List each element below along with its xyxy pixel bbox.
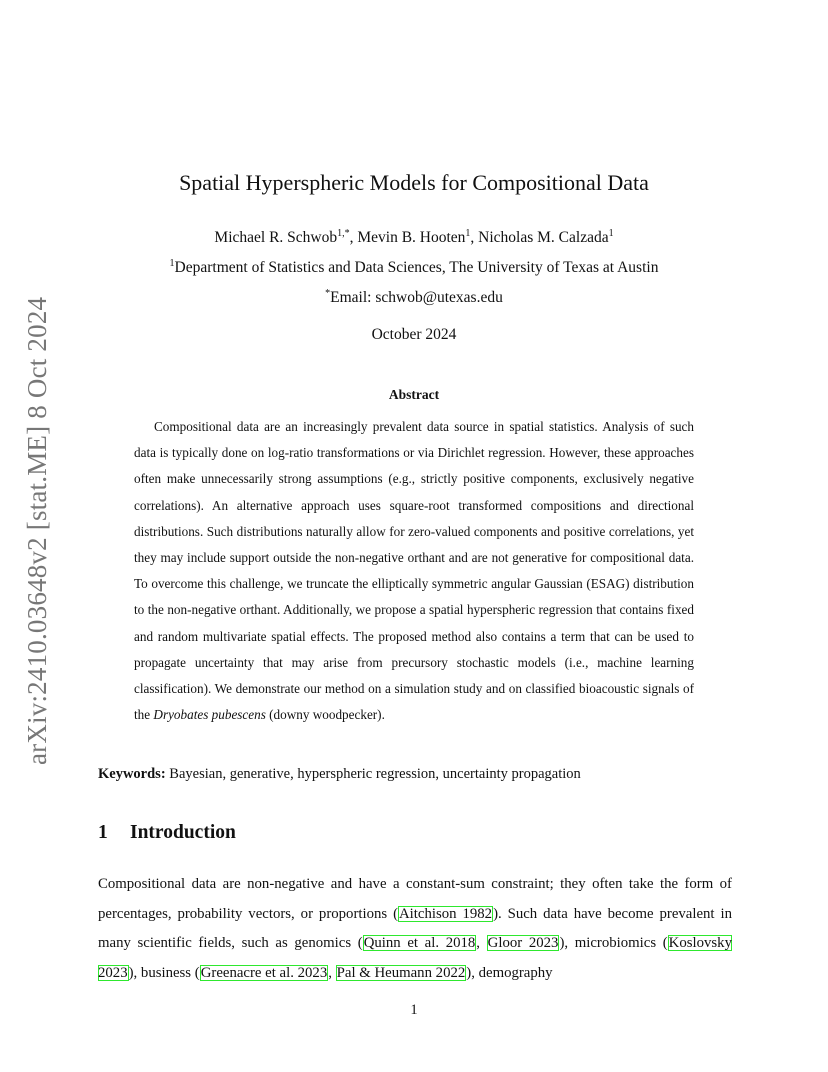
arxiv-identifier: arXiv:2410.03648v2 [stat.ME] 8 Oct 2024 [22, 296, 52, 765]
intro-text: , [328, 964, 336, 981]
abstract-heading: Abstract [388, 387, 440, 402]
email-sup: * [325, 287, 331, 299]
abstract-tail: (downy woodpecker). [265, 707, 385, 723]
date: October 2024 [371, 326, 457, 343]
keywords-label: Keywords: [98, 766, 166, 782]
affiliation [0, 259, 828, 277]
citation-link[interactable]: Greenacre et al. 2023 [200, 964, 328, 981]
arxiv-sidebar [22, 290, 52, 765]
author-list: Michael R. Schwob$^{1,*}$, Mevin B. Hooten$^1$, Nicholas M. Calzada$^1$ [214, 227, 614, 246]
abstract-body [134, 414, 694, 728]
citation-link[interactable]: Quinn et al. 2018 [363, 935, 476, 951]
author-1-sup: 1,* [337, 227, 350, 239]
intro-text: , [476, 935, 487, 951]
intro-text: Compositional data are non-negative and have a constant-sum constraint; they often take the form of percentages, probability vectors, or proportions ( [98, 876, 732, 922]
paper-title: Spatial Hyperspheric Models for Compositional Data [179, 170, 649, 195]
affiliation-text: Department of Statistics and Data Sciences, The University of Texas at Austin [174, 259, 659, 276]
author-2-sup: 1 [465, 227, 471, 239]
email-line [0, 289, 828, 307]
page-number: 1 [410, 1002, 418, 1018]
keywords-text: Bayesian, generative, hyperspheric regression, uncertainty propagation [169, 766, 581, 782]
author-2: Mevin B. Hooten [357, 229, 466, 246]
keywords-line [98, 766, 581, 783]
intro-text: ), business ( [128, 964, 200, 981]
author-1: Michael R. Schwob [214, 229, 338, 246]
abstract-text: Compositional data are an increasingly prevalent data source in spatial statistics. Analysis of such data is typically done on log-ratio transformations or via Dirichlet regression. However, these approaches often make unnecessarily strong assumptions (e.g., strictly positive components, exclusively negative correlations). An alternative approach uses square-root transformed compositions and directional distributions. Such distributions naturally allow for zero-valued components and positive correlations, yet they may include support outside the non-negative orthant and are not generative for compositional data. To overcome this challenge, we truncate the elliptically symmetric angular Gaussian (ESAG) distribution to the non-negative orthant. Additionally, we propose a spatial hyperspheric regression that contains fixed and random multivariate spatial effects. The proposed method also contains a term that can be used to propagate uncertainty that may arise from precursory stochastic models (i.e., machine learning classification). We demonstrate our method on a simulation study and on classified bioacoustic signals of the [134, 419, 694, 723]
citation-link[interactable]: Koslovsky 2023 [98, 935, 732, 981]
intro-text: ), demography [466, 964, 553, 981]
affiliation-sup: 1 [169, 257, 175, 269]
section-number: 1 [98, 822, 108, 843]
citation-link[interactable]: Aitchison 1982 [399, 905, 493, 922]
citation-link[interactable]: Gloor 2023 [487, 935, 559, 951]
section-title: Introduction [130, 822, 236, 843]
intro-text: ), microbiomics ( [559, 935, 668, 951]
email-text: Email: schwob@utexas.edu [330, 289, 503, 306]
author-3: Nicholas M. Calzada [478, 229, 609, 246]
citation-link[interactable]: Pal & Heumann 2022 [336, 964, 466, 981]
species-name: Dryobates pubescens [153, 707, 266, 723]
intro-paragraph [98, 870, 732, 988]
intro-text: ). Such data have become prevalent in many scientific fields, such as genomics ( [98, 905, 732, 951]
author-3-sup: 1 [608, 227, 614, 239]
section-heading [98, 822, 236, 844]
